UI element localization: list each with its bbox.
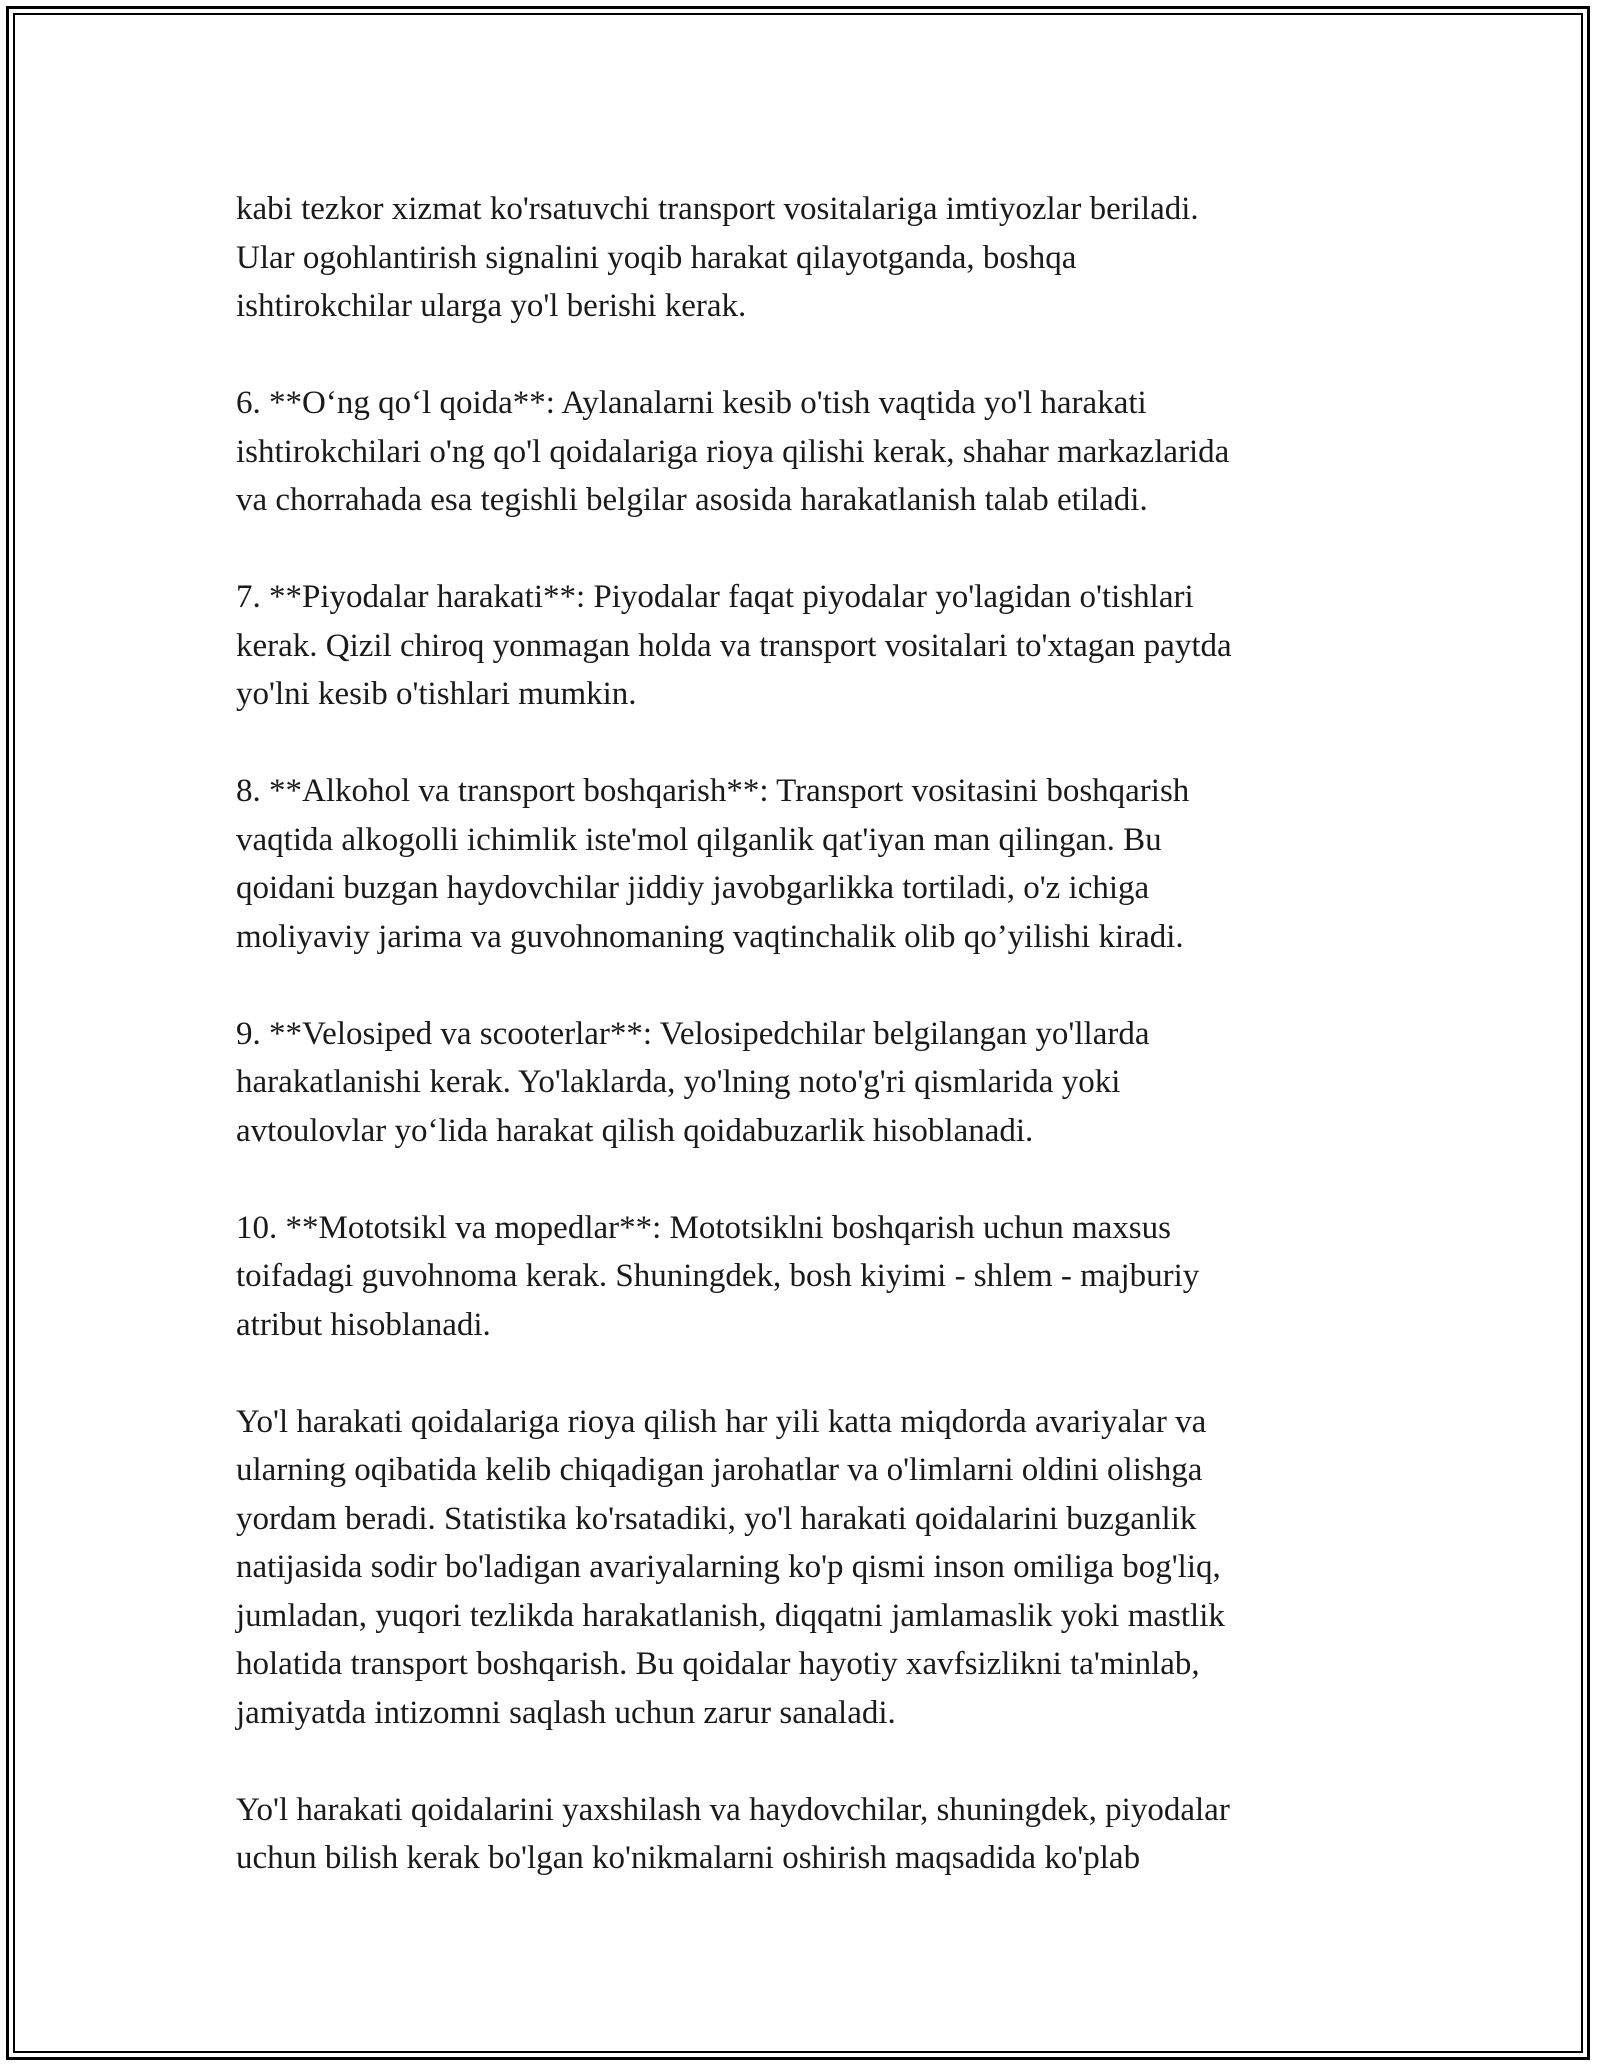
paragraph-rule-9: 9. **Velosiped va scooterlar**: Velosipedchilar belgilangan yo'llarda harakatlanishi kerak. Yo'laklarda, yo'lning noto'g'ri qismlarida yoki avtoulovlar yo‘lida harakat qilish qoidabuzarlik hisoblanadi. xyxy=(236,1015,1150,1149)
paragraph-rule-8: 8. **Alkohol va transport boshqarish**: Transport vositasini boshqarish vaqtida alkogolli ichimlik iste'mol qilganlik qat'iyan man qilingan. Bu qoidani buzgan haydovchilar jiddiy javobgarlikka tortiladi, o'z ichiga moliyaviy jarima va guvohnomaning vaqtinchalik olib qo’yilishi kiradi. xyxy=(236,773,1190,955)
paragraph-rule-6: 6. **O‘ng qo‘l qoida**: Aylanalarni kesib o'tish vaqtida yo'l harakati ishtirokchilari o'ng qo'l qoidalariga rioya qilishi kerak, shahar markazlarida va chorrahada esa tegishli belgilar asosida harakatlanish talab etiladi. xyxy=(236,385,1230,518)
paragraph-importance: Yo'l harakati qoidalariga rioya qilish har yili katta miqdorda avariyalar va ularning oqibatida kelib chiqadigan jarohatlar va o'limlarni oldini olishga yordam beradi. Statistika ko'rsatadiki, yo'l harakati qoidalarini buzganlik natijasida sodir bo'ladigan avariyalarning ko'p qismi inson omiliga bog'liq, jumladan, yuqori tezlikda harakatlanish, diqqatni jamlamaslik yoki mastlik holatida transport boshqarish. Bu qoidalar hayotiy xavfsizlikni ta'minlab, jamiyatda intizomni saqlash uchun zarur sanaladi. xyxy=(236,1403,1225,1731)
paragraph-improvement: Yo'l harakati qoidalarini yaxshilash va haydovchilar, shuningdek, piyodalar uchun bilish kerak bo'lgan ko'nikmalarni oshirish maqsadida ko'plab xyxy=(236,1791,1230,1876)
paragraph-intro-continuation: kabi tezkor xizmat ko'rsatuvchi transport vositalariga imtiyozlar beriladi. Ular ogohlantirish signalini yoqib harakat qilayotganda, boshqa ishtirokchilar ularga yo'l berishi kerak. xyxy=(236,191,1199,324)
paragraph-rule-7: 7. **Piyodalar harakati**: Piyodalar faqat piyodalar yo'lagidan o'tishlari kerak. Qizil chiroq yonmagan holda va transport vositalari to'xtagan paytda yo'lni kesib o'tishlari mumkin. xyxy=(236,579,1232,712)
paragraph-rule-10: 10. **Mototsikl va mopedlar**: Mototsiklni boshqarish uchun maxsus toifadagi guvohnoma kerak. Shuningdek, bosh kiyimi - shlem - majburiy atribut hisoblanadi. xyxy=(236,1209,1200,1343)
document-body xyxy=(236,185,1366,1931)
